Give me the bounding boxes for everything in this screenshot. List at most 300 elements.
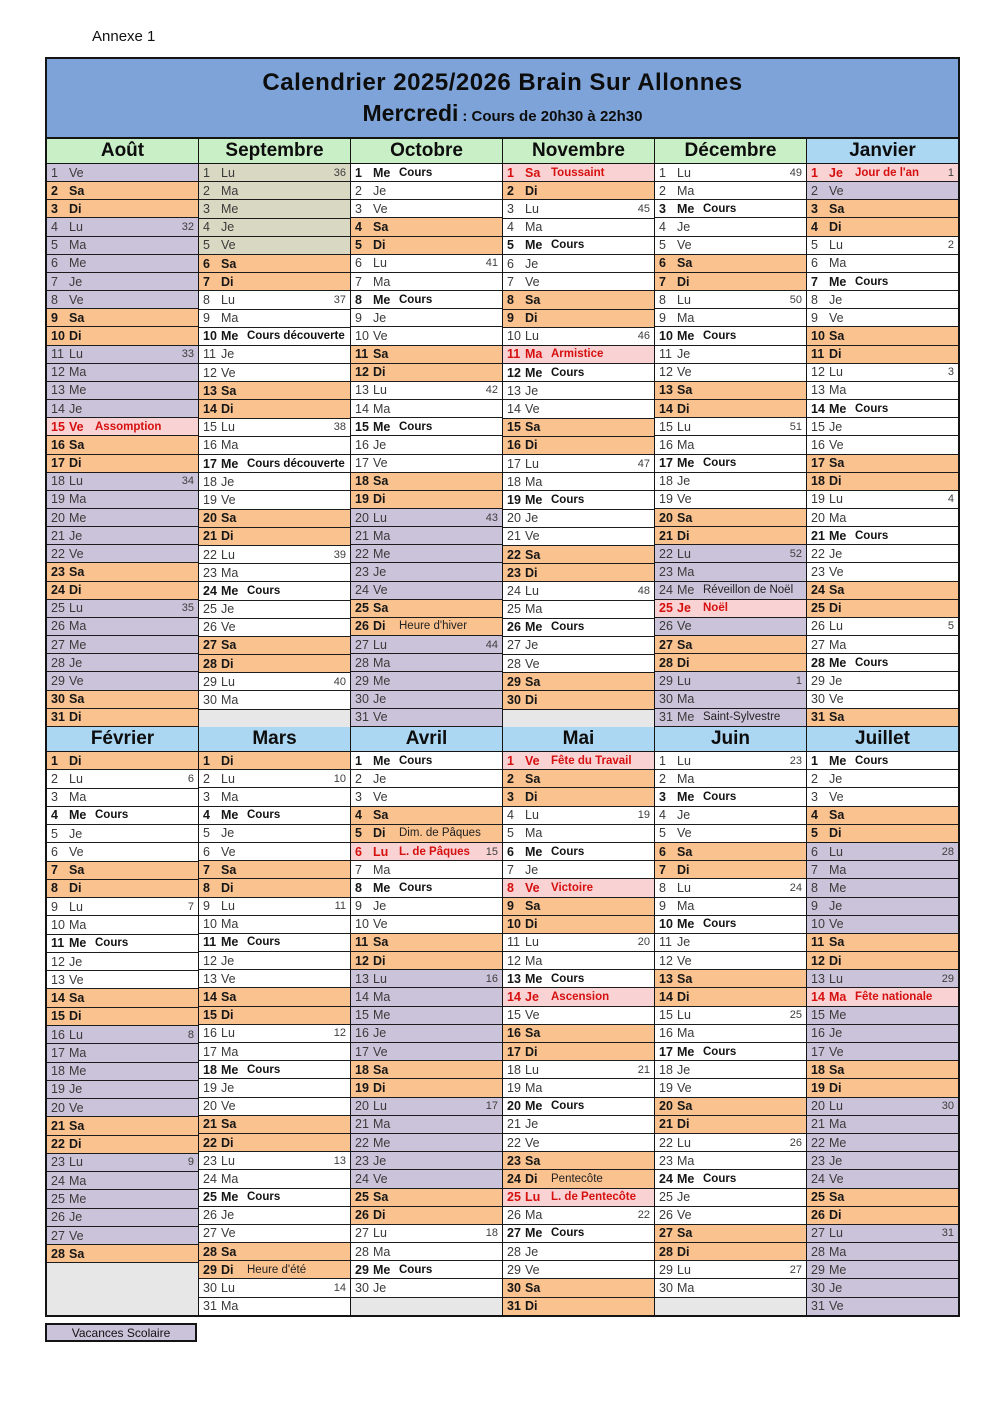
day-number: 25 (507, 1190, 521, 1205)
week-number: 44 (485, 638, 498, 651)
day-abbr: Lu (221, 420, 235, 435)
day-abbr: Sa (221, 256, 237, 271)
day-cell (807, 473, 958, 491)
day-cell (503, 843, 654, 861)
day-abbr: Ma (525, 602, 543, 617)
week-number: 13 (333, 1154, 346, 1167)
day-abbr: Sa (829, 201, 845, 216)
day-number: 15 (355, 1008, 369, 1023)
day-cell (807, 273, 958, 291)
day-abbr: Je (373, 771, 387, 786)
day-abbr: Me (677, 201, 695, 216)
day-cell (351, 255, 502, 273)
day-cell (199, 952, 350, 970)
day-number: 16 (507, 1026, 521, 1041)
day-cell (47, 709, 198, 727)
day-number: 22 (203, 1135, 217, 1150)
day-abbr: Me (525, 971, 543, 986)
day-number: 5 (659, 826, 666, 841)
week-number: 6 (187, 772, 194, 785)
day-number: 3 (811, 201, 818, 216)
day-number: 19 (355, 492, 369, 507)
day-abbr: Je (829, 1281, 843, 1296)
day-abbr: Je (525, 990, 539, 1005)
day-number: 30 (507, 693, 521, 708)
month-column-aout (47, 139, 199, 727)
day-number: 20 (51, 1100, 65, 1115)
day-cell (807, 237, 958, 255)
day-cell (47, 825, 198, 843)
day-number: 17 (51, 1045, 65, 1060)
day-cell (351, 843, 502, 861)
day-abbr: Di (677, 655, 690, 670)
day-number: 20 (507, 1099, 521, 1114)
day-number: 8 (51, 881, 58, 896)
day-number: 8 (355, 880, 362, 895)
day-number: 10 (51, 918, 65, 933)
week-number: 14 (333, 1282, 346, 1295)
day-abbr: Me (525, 365, 543, 380)
day-cell (807, 563, 958, 581)
day-number: 22 (659, 546, 673, 561)
day-abbr: Sa (829, 935, 845, 950)
day-cell (199, 273, 350, 291)
day-number: 7 (51, 274, 58, 289)
day-number: 15 (203, 1008, 217, 1023)
day-number: 22 (203, 547, 217, 562)
day-cell (199, 437, 350, 455)
day-note: Cours (399, 1263, 433, 1276)
annexe-label: Annexe 1 (92, 28, 156, 45)
day-cell (47, 200, 198, 218)
day-number: 31 (203, 1299, 217, 1314)
day-number: 29 (811, 673, 825, 688)
day-abbr: Lu (69, 601, 83, 616)
week-number: 28 (941, 845, 954, 858)
day-abbr: Sa (829, 710, 845, 725)
day-cell (351, 327, 502, 345)
day-cell (655, 1134, 806, 1152)
day-note: Réveillon de Noël (703, 584, 794, 597)
empty-cell (351, 1298, 502, 1315)
day-abbr: Di (525, 565, 538, 580)
day-abbr: Je (677, 347, 691, 362)
day-number: 9 (811, 310, 818, 325)
day-number: 8 (355, 292, 362, 307)
day-number: 18 (203, 474, 217, 489)
day-number: 15 (659, 1008, 673, 1023)
day-number: 26 (811, 619, 825, 634)
day-abbr: Je (69, 401, 83, 416)
day-number: 13 (203, 971, 217, 986)
day-cell (199, 898, 350, 916)
day-cell (655, 1025, 806, 1043)
day-abbr: Di (221, 1262, 234, 1277)
day-cell (807, 346, 958, 364)
day-cell (807, 1134, 958, 1152)
week-number: 29 (941, 972, 954, 985)
day-abbr: Je (829, 546, 843, 561)
day-number: 19 (811, 492, 825, 507)
day-number: 12 (811, 953, 825, 968)
day-number: 8 (51, 292, 58, 307)
day-number: 24 (355, 583, 369, 598)
day-abbr: Sa (525, 1026, 541, 1041)
week-number: 32 (181, 221, 194, 234)
day-abbr: Ma (221, 438, 239, 453)
day-abbr: Me (69, 383, 87, 398)
day-number: 16 (811, 1026, 825, 1041)
day-note: Fête du Travail (551, 754, 632, 767)
day-abbr: Lu (829, 971, 843, 986)
day-number: 18 (659, 1062, 673, 1077)
day-note: Cours (703, 1172, 737, 1185)
day-abbr: Sa (829, 328, 845, 343)
day-abbr: Lu (373, 256, 387, 271)
day-cell (807, 916, 958, 934)
day-abbr: Ve (677, 238, 692, 253)
day-cell (503, 1152, 654, 1170)
day-cell (655, 327, 806, 345)
day-abbr: Di (525, 183, 538, 198)
day-abbr: Sa (829, 583, 845, 598)
day-abbr: Ve (677, 826, 692, 841)
day-number: 23 (203, 1153, 217, 1168)
week-number: 45 (637, 202, 650, 215)
day-abbr: Di (221, 1135, 234, 1150)
day-number: 7 (51, 863, 58, 878)
day-cell (503, 1189, 654, 1207)
first-semester-grid (47, 139, 958, 727)
day-number: 8 (659, 880, 666, 895)
day-cell (199, 1134, 350, 1152)
day-number: 7 (507, 862, 514, 877)
day-number: 5 (203, 238, 210, 253)
day-abbr: Me (221, 1190, 239, 1205)
week-number: 15 (485, 845, 498, 858)
day-abbr: Ve (829, 183, 844, 198)
day-abbr: Lu (677, 1008, 691, 1023)
day-abbr: Me (69, 1064, 87, 1079)
day-cell (503, 1025, 654, 1043)
day-cell (503, 200, 654, 218)
day-abbr: Me (829, 274, 847, 289)
day-cell (351, 473, 502, 491)
day-cell (807, 788, 958, 806)
day-number: 24 (811, 1171, 825, 1186)
day-note: Cours découverte (247, 330, 345, 343)
day-abbr: Ve (829, 1044, 844, 1059)
day-abbr: Ma (525, 953, 543, 968)
day-number: 16 (659, 1026, 673, 1041)
day-abbr: Ma (373, 990, 391, 1005)
day-number: 5 (507, 826, 514, 841)
day-cell (199, 934, 350, 952)
day-number: 12 (811, 365, 825, 380)
day-number: 18 (355, 1062, 369, 1077)
day-number: 1 (203, 753, 210, 768)
day-abbr: Lu (829, 1099, 843, 1114)
day-number: 28 (507, 1244, 521, 1259)
day-abbr: Sa (373, 220, 389, 235)
day-abbr: Ve (221, 971, 236, 986)
day-note: Cours (95, 937, 129, 950)
day-number: 23 (51, 565, 65, 580)
day-number: 15 (811, 419, 825, 434)
day-abbr: Ma (829, 637, 847, 652)
day-cell (807, 879, 958, 897)
day-abbr: Ve (373, 1171, 388, 1186)
day-number: 28 (811, 655, 825, 670)
day-abbr: Sa (221, 990, 237, 1005)
day-number: 8 (811, 292, 818, 307)
day-number: 17 (811, 456, 825, 471)
day-note: Cours (247, 1063, 281, 1076)
day-abbr: Me (373, 1008, 391, 1023)
day-cell (351, 237, 502, 255)
day-number: 10 (355, 328, 369, 343)
day-number: 4 (507, 808, 514, 823)
day-cell (47, 218, 198, 236)
day-abbr: Di (525, 1044, 538, 1059)
day-abbr: Me (373, 1135, 391, 1150)
day-abbr: Di (677, 528, 690, 543)
day-abbr: Di (525, 693, 538, 708)
day-abbr: Ve (829, 789, 844, 804)
day-abbr: Di (221, 1008, 234, 1023)
day-abbr: Ma (221, 693, 239, 708)
day-number: 14 (507, 990, 521, 1005)
day-number: 11 (507, 935, 520, 950)
day-number: 20 (203, 511, 217, 526)
day-abbr: Sa (69, 692, 85, 707)
day-abbr: Di (829, 220, 842, 235)
day-abbr: Me (373, 419, 391, 434)
month-header-septembre: Septembre (199, 139, 350, 164)
day-cell (655, 182, 806, 200)
day-number: 10 (659, 917, 673, 932)
day-number: 26 (355, 1208, 369, 1223)
month-column-mai (503, 727, 655, 1315)
day-number: 31 (811, 710, 825, 725)
day-abbr: Je (221, 1208, 235, 1223)
month-header-decembre: Décembre (655, 139, 806, 164)
day-cell (351, 788, 502, 806)
day-cell (503, 546, 654, 564)
day-cell (655, 255, 806, 273)
day-cell (503, 273, 654, 291)
day-abbr: Je (829, 292, 843, 307)
day-number: 9 (659, 310, 666, 325)
day-abbr: Me (69, 936, 87, 951)
month-header-juillet: Juillet (807, 727, 958, 752)
day-abbr: Ve (525, 274, 540, 289)
day-abbr: Lu (677, 546, 691, 561)
day-abbr: Me (373, 1262, 391, 1277)
day-number: 26 (507, 1208, 521, 1223)
week-number: 21 (637, 1063, 650, 1076)
month-header-janvier: Janvier (807, 139, 958, 164)
day-cell (351, 952, 502, 970)
day-note: Cours (855, 656, 889, 669)
day-number: 2 (811, 771, 818, 786)
day-abbr: Di (69, 881, 82, 896)
day-abbr: Me (677, 583, 695, 598)
day-number: 25 (203, 602, 217, 617)
day-cell (47, 935, 198, 953)
day-number: 26 (51, 619, 65, 634)
day-abbr: Lu (69, 220, 83, 235)
day-abbr: Me (69, 808, 87, 823)
day-number: 29 (659, 673, 673, 688)
week-number: 42 (485, 384, 498, 397)
day-abbr: Je (373, 1026, 387, 1041)
day-number: 23 (355, 565, 369, 580)
month-days-mars (199, 752, 350, 1315)
day-cell (199, 843, 350, 861)
day-cell (807, 807, 958, 825)
week-number: 16 (485, 972, 498, 985)
day-note: Fête nationale (855, 991, 933, 1004)
day-number: 30 (355, 1281, 369, 1296)
day-number: 1 (811, 165, 818, 180)
week-number: 51 (789, 420, 802, 433)
day-abbr: Je (221, 347, 235, 362)
day-cell (47, 636, 198, 654)
day-cell (351, 382, 502, 400)
day-cell (807, 509, 958, 527)
day-number: 18 (507, 474, 521, 489)
day-number: 4 (659, 220, 666, 235)
day-number: 1 (659, 165, 666, 180)
day-abbr: Me (525, 492, 543, 507)
day-note: Cours (703, 457, 737, 470)
day-number: 2 (51, 183, 58, 198)
title-block (47, 59, 958, 139)
month-days-juin (655, 752, 806, 1315)
day-cell (47, 491, 198, 509)
day-cell (47, 752, 198, 770)
week-number: 8 (187, 1028, 194, 1041)
day-abbr: Ve (525, 880, 540, 895)
day-cell (351, 879, 502, 897)
day-abbr: Je (69, 1082, 83, 1097)
day-number: 4 (659, 808, 666, 823)
calendar-subtitle (363, 100, 643, 127)
day-note: Cours (551, 366, 585, 379)
day-abbr: Di (221, 274, 234, 289)
day-abbr: Di (525, 917, 538, 932)
week-number: 7 (187, 900, 194, 913)
day-abbr: Ve (373, 789, 388, 804)
day-note: Heure d'été (247, 1263, 307, 1276)
day-cell (655, 843, 806, 861)
day-number: 17 (355, 456, 369, 471)
week-number: 22 (637, 1209, 650, 1222)
day-abbr: Sa (525, 165, 541, 180)
day-abbr: Di (829, 1080, 842, 1095)
day-cell (503, 825, 654, 843)
day-number: 13 (659, 383, 673, 398)
day-abbr: Lu (525, 1190, 541, 1205)
day-number: 8 (507, 292, 514, 307)
day-number: 3 (507, 201, 514, 216)
empty-cell (199, 710, 350, 727)
week-number: 31 (941, 1227, 954, 1240)
month-header-octobre: Octobre (351, 139, 502, 164)
day-cell (199, 988, 350, 1006)
day-abbr: Di (677, 1117, 690, 1132)
day-number: 9 (811, 899, 818, 914)
day-abbr: Ma (221, 1171, 239, 1186)
day-number: 3 (51, 201, 58, 216)
day-number: 7 (811, 862, 818, 877)
month-header-mai: Mai (503, 727, 654, 752)
day-cell (199, 1243, 350, 1261)
day-abbr: Di (69, 753, 82, 768)
day-cell (351, 346, 502, 364)
day-number: 19 (659, 492, 673, 507)
day-abbr: Ve (525, 1008, 540, 1023)
day-cell (199, 564, 350, 582)
day-number: 3 (355, 789, 362, 804)
day-abbr: Je (373, 183, 387, 198)
day-abbr: Di (829, 474, 842, 489)
day-abbr: Ma (677, 437, 695, 452)
day-cell (807, 1170, 958, 1188)
day-cell (807, 952, 958, 970)
day-abbr: Sa (677, 256, 693, 271)
day-cell (47, 807, 198, 825)
day-cell (47, 1172, 198, 1190)
day-number: 23 (659, 565, 673, 580)
day-number: 16 (507, 438, 521, 453)
day-abbr: Di (221, 753, 234, 768)
day-number: 18 (507, 1062, 521, 1077)
day-cell (807, 164, 958, 182)
day-cell (47, 691, 198, 709)
day-cell (503, 879, 654, 897)
week-number: 12 (333, 1027, 346, 1040)
day-abbr: Di (677, 990, 690, 1005)
day-cell (807, 1061, 958, 1079)
day-abbr: Lu (525, 329, 539, 344)
day-abbr: Je (69, 954, 83, 969)
day-cell (807, 988, 958, 1006)
day-abbr: Sa (221, 1244, 237, 1259)
day-abbr: Ve (221, 365, 236, 380)
day-abbr: Sa (69, 565, 85, 580)
week-number: 9 (187, 1156, 194, 1169)
day-cell (351, 309, 502, 327)
day-number: 3 (507, 789, 514, 804)
day-abbr: Je (525, 256, 539, 271)
day-number: 2 (659, 183, 666, 198)
day-abbr: Sa (373, 347, 389, 362)
day-abbr: Je (829, 1153, 843, 1168)
day-cell (199, 1207, 350, 1225)
day-cell (199, 861, 350, 879)
day-abbr: Lu (373, 971, 387, 986)
day-abbr: Me (525, 1099, 543, 1114)
day-cell (351, 970, 502, 988)
day-cell (503, 1298, 654, 1315)
day-cell (503, 1098, 654, 1116)
day-cell (807, 1261, 958, 1279)
day-abbr: Lu (69, 899, 83, 914)
day-cell (351, 455, 502, 473)
day-number: 6 (203, 256, 210, 271)
